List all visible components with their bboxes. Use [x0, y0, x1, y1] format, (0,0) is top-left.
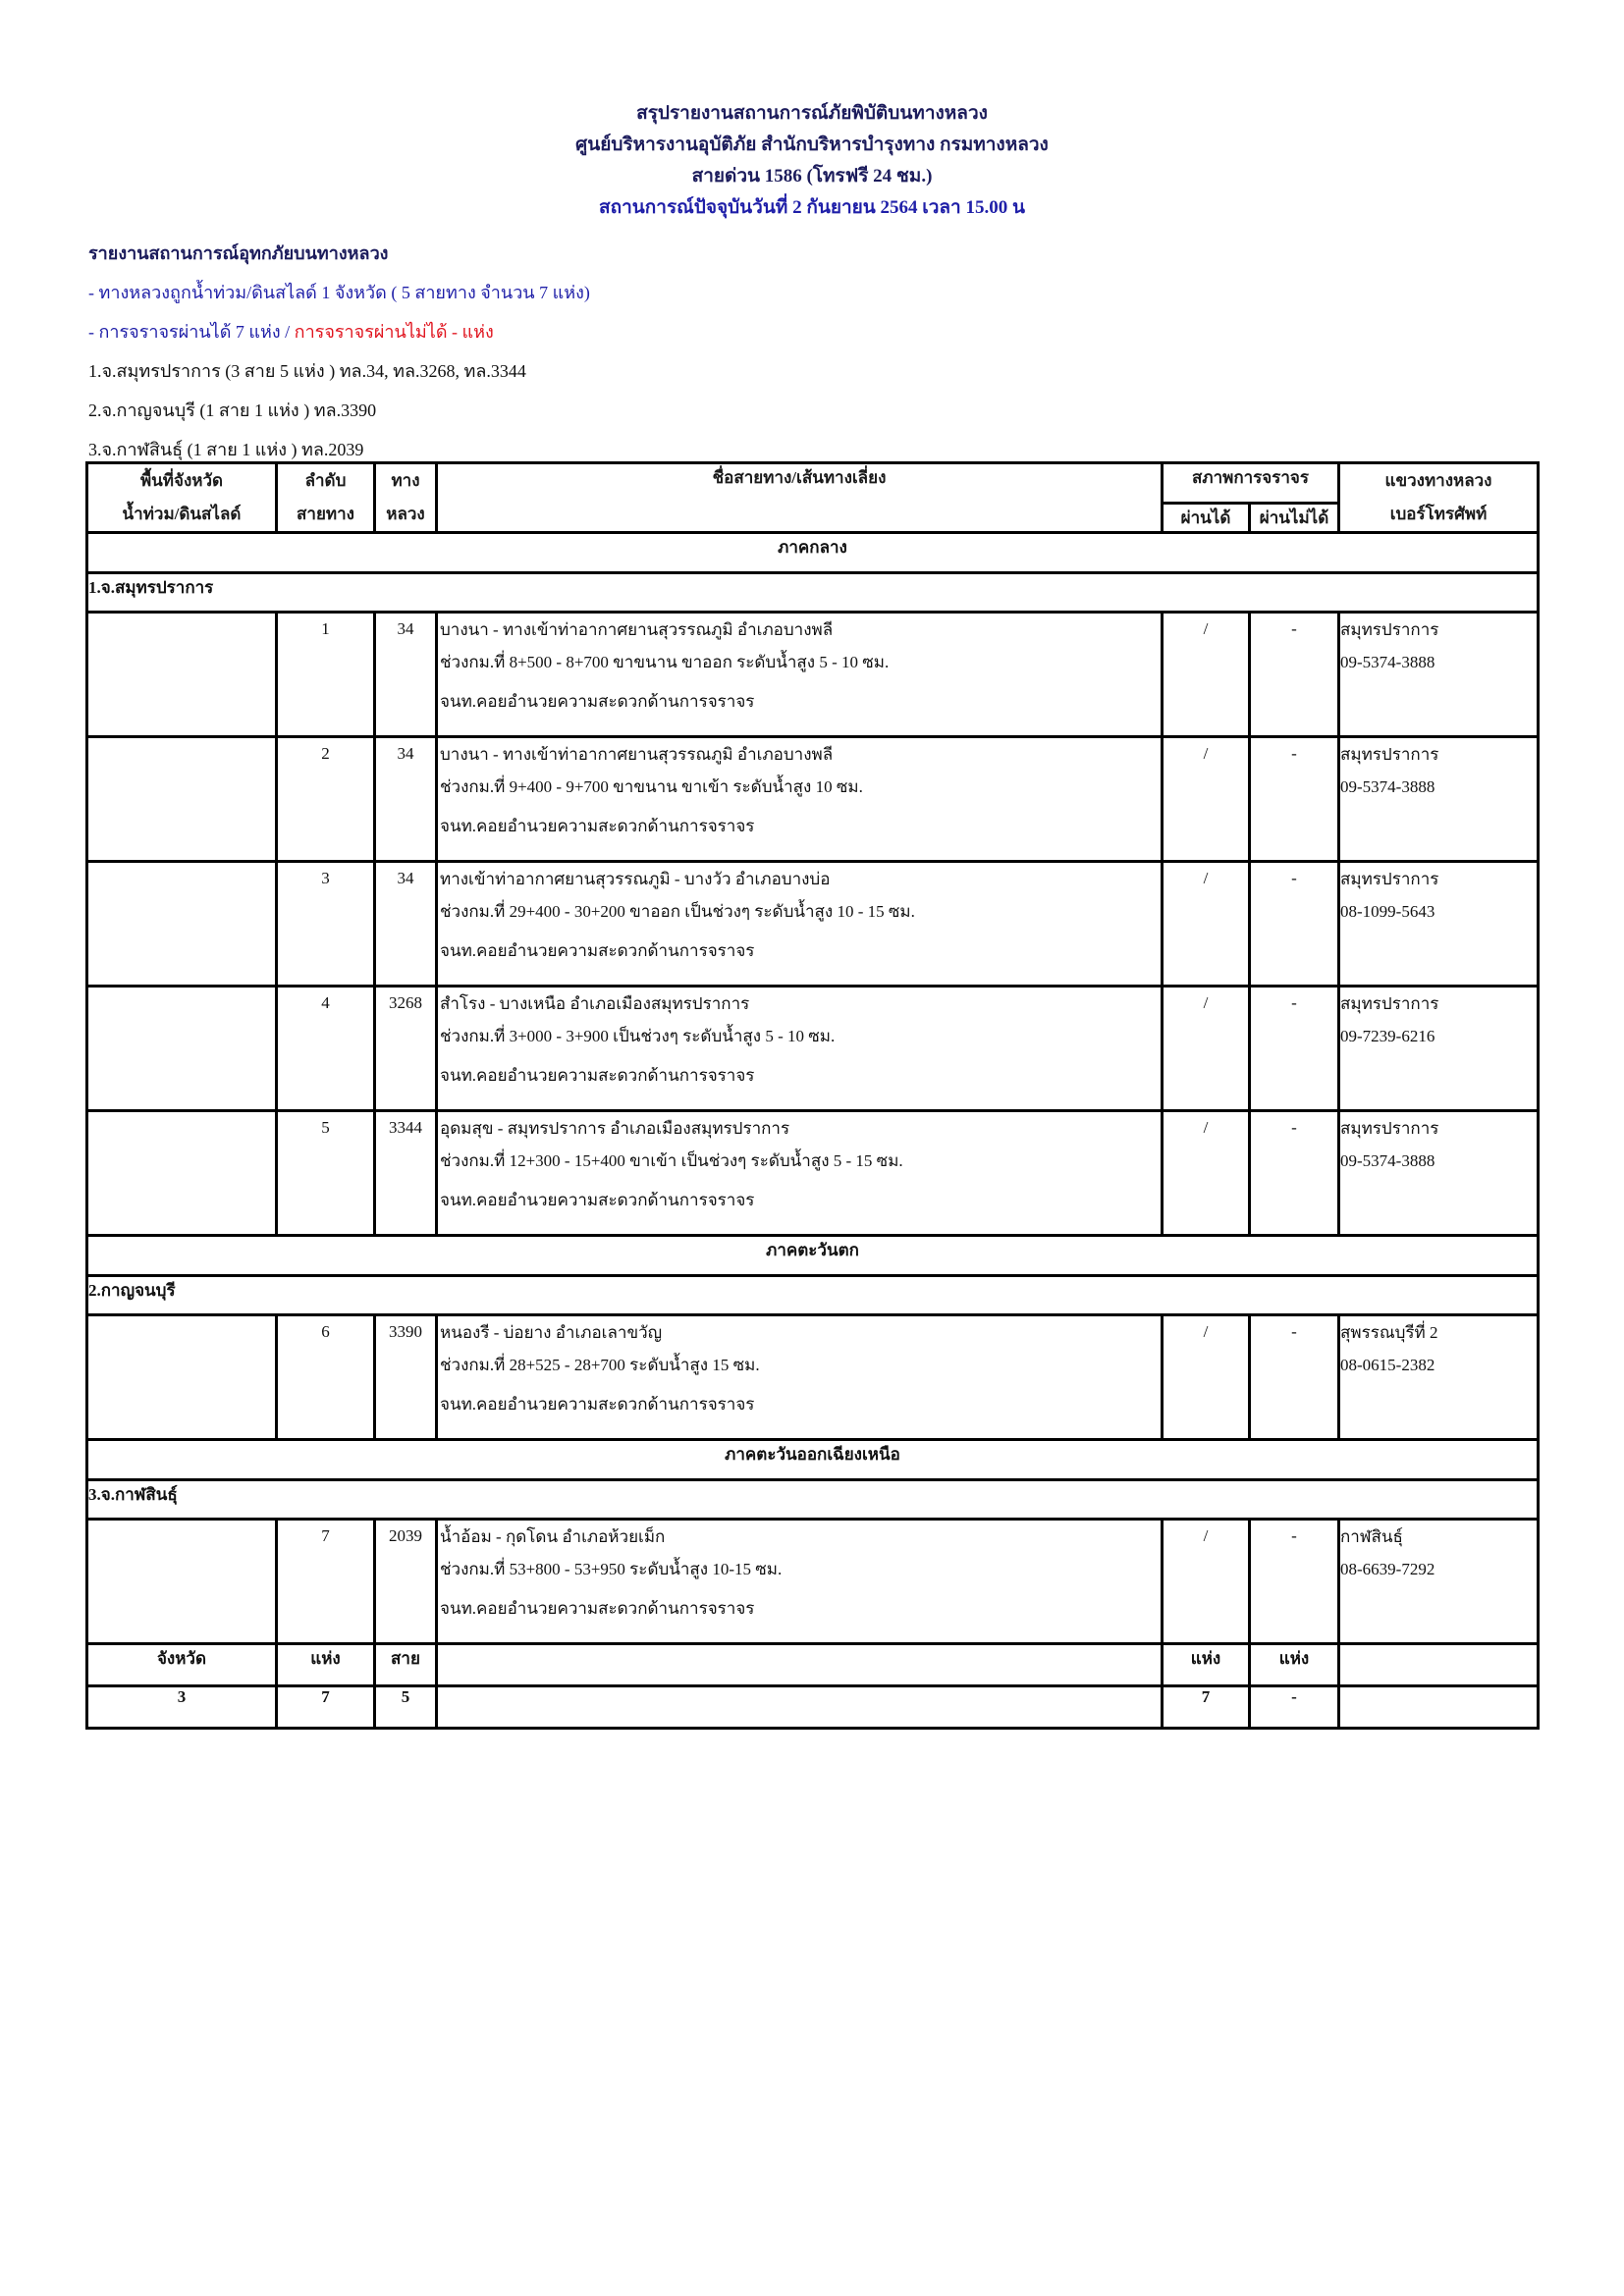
- summary-pass: แห่ง: [1163, 1644, 1250, 1686]
- area-cell: [87, 1315, 277, 1440]
- area-cell: [87, 613, 277, 737]
- district-cell: [1339, 987, 1539, 1111]
- header-route: ชื่อสายทาง/เส้นทางเลี่ยง: [437, 463, 1163, 533]
- province-row: [87, 1276, 1539, 1315]
- header-highway-line2: หลวง: [386, 505, 425, 523]
- highway-number: 34: [397, 869, 414, 887]
- intro-province-item: 3.จ.กาฬสินธุ์ (1 สาย 1 แห่ง ) ทล.2039: [88, 440, 364, 459]
- seq-cell: [277, 987, 375, 1111]
- nopass-cell: [1250, 1111, 1339, 1236]
- nopass-cell: [1250, 737, 1339, 862]
- route-cell: [437, 1315, 1163, 1440]
- intro-summary: [88, 234, 590, 469]
- intro-affected-count: - ทางหลวงถูกน้ำท่วม/ดินสไลด์ 1 จังหวัด ( 5 สายทาง จำนวน 7 แห่ง): [88, 283, 590, 302]
- route-name: สำโรง - บางเหนือ อำเภอเมืองสมุทรปราการ: [440, 994, 750, 1013]
- nopass-cell: [1250, 613, 1339, 737]
- table-row: [87, 1520, 1539, 1644]
- seq-value: 4: [321, 993, 330, 1012]
- district-phone: 09-5374-3888: [1340, 653, 1435, 671]
- table-row: [87, 613, 1539, 737]
- pass-mark: /: [1203, 1526, 1209, 1545]
- table-row: [87, 737, 1539, 862]
- route-km-detail: ช่วงกม.ที่ 9+400 - 9+700 ขาขนาน ขาเข้า ระดับน้ำสูง 10 ซม.: [440, 777, 863, 796]
- route-cell: [437, 862, 1163, 987]
- hotline: สายด่วน 1586 (โทรฟรี 24 ชม.): [691, 166, 933, 187]
- report-organization: ศูนย์บริหารงานอุบัติภัย สำนักบริหารบำรุงทาง กรมทางหลวง: [575, 134, 1049, 155]
- seq-value: 5: [321, 1118, 330, 1137]
- summary-empty: [437, 1686, 1163, 1729]
- intro-traffic-status: [88, 312, 590, 351]
- province-name: 3.จ.กาฬสินธุ์: [87, 1480, 1539, 1520]
- route-km-detail: ช่วงกม.ที่ 3+000 - 3+900 เป็นช่วงๆ ระดับน้ำสูง 5 - 10 ซม.: [440, 1027, 836, 1045]
- region-name: ภาคกลาง: [87, 533, 1539, 573]
- area-cell: [87, 1520, 277, 1644]
- district-phone: 09-7239-6216: [1340, 1027, 1435, 1045]
- nopass-cell: [1250, 1315, 1339, 1440]
- pass-cell: [1163, 1520, 1250, 1644]
- region-row: [87, 1440, 1539, 1480]
- route-cell: [437, 987, 1163, 1111]
- summary-empty: [437, 1644, 1163, 1686]
- district-name: สมุทรปราการ: [1340, 1119, 1439, 1138]
- nopass-cell: [1250, 862, 1339, 987]
- pass-mark: /: [1203, 869, 1209, 887]
- district-name: สมุทรปราการ: [1340, 745, 1439, 764]
- highway-cell: [375, 862, 437, 987]
- area-cell: [87, 1111, 277, 1236]
- route-note: จนท.คอยอำนวยความสะดวกด้านการจราจร: [440, 1599, 755, 1618]
- highway-cell: [375, 1520, 437, 1644]
- header-district: [1339, 463, 1539, 533]
- header-district-line2: เบอร์โทรศัพท์: [1389, 505, 1488, 523]
- pass-cell: [1163, 737, 1250, 862]
- seq-cell: [277, 1111, 375, 1236]
- seq-value: 6: [321, 1322, 330, 1341]
- highway-number: 3344: [389, 1118, 422, 1137]
- nopass-mark: -: [1291, 1526, 1297, 1545]
- report-title: สรุปรายงานสถานการณ์ภัยพิบัติบนทางหลวง: [636, 103, 988, 124]
- summary-value-row: [87, 1686, 1539, 1729]
- header-seq-line1: ลำดับ: [304, 471, 347, 490]
- route-name: ทางเข้าท่าอากาศยานสุวรรณภูมิ - บางวัว อำเภอบางบ่อ: [440, 870, 831, 888]
- nopass-mark: -: [1291, 1322, 1297, 1341]
- summary-nopass: -: [1250, 1686, 1339, 1729]
- district-phone: 08-0615-2382: [1340, 1356, 1435, 1374]
- summary-places: 7: [277, 1686, 375, 1729]
- route-name: บางนา - ทางเข้าท่าอากาศยานสุวรรณภูมิ อำเภอบางพลี: [440, 745, 834, 764]
- region-name: ภาคตะวันออกเฉียงเหนือ: [87, 1440, 1539, 1480]
- intro-nopass-count: การจราจรผ่านไม่ได้ - แห่ง: [294, 322, 494, 342]
- route-km-detail: ช่วงกม.ที่ 29+400 - 30+200 ขาออก เป็นช่วงๆ ระดับน้ำสูง 10 - 15 ซม.: [440, 902, 915, 921]
- region-row: [87, 1236, 1539, 1276]
- route-note: จนท.คอยอำนวยความสะดวกด้านการจราจร: [440, 1066, 755, 1085]
- district-cell: [1339, 862, 1539, 987]
- summary-places: แห่ง: [277, 1644, 375, 1686]
- report-datetime: สถานการณ์ปัจจุบันวันที่ 2 กันยายน 2564 เวลา 15.00 น: [599, 197, 1025, 218]
- seq-cell: [277, 1520, 375, 1644]
- district-cell: [1339, 1111, 1539, 1236]
- district-phone: 09-5374-3888: [1340, 777, 1435, 796]
- seq-cell: [277, 1315, 375, 1440]
- header-pass: ผ่านได้: [1163, 504, 1250, 533]
- header-nopass: ผ่านไม่ได้: [1250, 504, 1339, 533]
- region-name: ภาคตะวันตก: [87, 1236, 1539, 1276]
- seq-cell: [277, 737, 375, 862]
- highway-number: 2039: [389, 1526, 422, 1545]
- province-row: [87, 573, 1539, 613]
- district-name: กาฬสินธุ์: [1340, 1527, 1403, 1546]
- route-km-detail: ช่วงกม.ที่ 8+500 - 8+700 ขาขนาน ขาออก ระดับน้ำสูง 5 - 10 ซม.: [440, 653, 890, 671]
- header-district-line1: แขวงทางหลวง: [1384, 471, 1492, 490]
- route-cell: [437, 613, 1163, 737]
- province-name: 2.กาญจนบุรี: [87, 1276, 1539, 1315]
- district-phone: 08-1099-5643: [1340, 902, 1435, 921]
- pass-cell: [1163, 862, 1250, 987]
- intro-pass-count: - การจราจรผ่านได้ 7 แห่ง /: [88, 322, 295, 342]
- region-row: [87, 533, 1539, 573]
- district-cell: [1339, 737, 1539, 862]
- pass-cell: [1163, 613, 1250, 737]
- district-cell: [1339, 1315, 1539, 1440]
- highway-cell: [375, 1315, 437, 1440]
- route-cell: [437, 737, 1163, 862]
- highway-cell: [375, 737, 437, 862]
- table-row: [87, 1111, 1539, 1236]
- nopass-mark: -: [1291, 869, 1297, 887]
- highway-number: 34: [397, 744, 414, 763]
- pass-cell: [1163, 1111, 1250, 1236]
- summary-empty: [1339, 1686, 1539, 1729]
- district-name: สมุทรปราการ: [1340, 994, 1439, 1013]
- route-note: จนท.คอยอำนวยความสะดวกด้านการจราจร: [440, 817, 755, 835]
- highway-number: 34: [397, 619, 414, 638]
- highway-cell: [375, 1111, 437, 1236]
- nopass-mark: -: [1291, 744, 1297, 763]
- header-traffic: สภาพการจราจร: [1163, 463, 1339, 504]
- highway-cell: [375, 987, 437, 1111]
- route-note: จนท.คอยอำนวยความสะดวกด้านการจราจร: [440, 692, 755, 711]
- header-highway: [375, 463, 437, 533]
- nopass-mark: -: [1291, 1118, 1297, 1137]
- district-cell: [1339, 1520, 1539, 1644]
- seq-value: 7: [321, 1526, 330, 1545]
- area-cell: [87, 987, 277, 1111]
- district-name: สุพรรณบุรีที่ 2: [1340, 1323, 1438, 1342]
- summary-province: จังหวัด: [87, 1644, 277, 1686]
- province-name: 1.จ.สมุทรปราการ: [87, 573, 1539, 613]
- summary-routes: สาย: [375, 1644, 437, 1686]
- seq-value: 3: [321, 869, 330, 887]
- summary-nopass: แห่ง: [1250, 1644, 1339, 1686]
- district-cell: [1339, 613, 1539, 737]
- header-highway-line1: ทาง: [391, 471, 420, 490]
- pass-mark: /: [1203, 993, 1209, 1012]
- district-phone: 09-5374-3888: [1340, 1151, 1435, 1170]
- pass-mark: /: [1203, 1322, 1209, 1341]
- pass-mark: /: [1203, 744, 1209, 763]
- district-name: สมุทรปราการ: [1340, 870, 1439, 888]
- route-km-detail: ช่วงกม.ที่ 12+300 - 15+400 ขาเข้า เป็นช่วงๆ ระดับน้ำสูง 5 - 15 ซม.: [440, 1151, 903, 1170]
- route-km-detail: ช่วงกม.ที่ 53+800 - 53+950 ระดับน้ำสูง 10-15 ซม.: [440, 1560, 783, 1578]
- summary-label-row: [87, 1644, 1539, 1686]
- flood-report-table: [85, 461, 1540, 1730]
- report-title-block: [0, 98, 1624, 224]
- area-cell: [87, 862, 277, 987]
- route-name: บางนา - ทางเข้าท่าอากาศยานสุวรรณภูมิ อำเภอบางพลี: [440, 620, 834, 639]
- seq-cell: [277, 862, 375, 987]
- pass-cell: [1163, 987, 1250, 1111]
- province-row: [87, 1480, 1539, 1520]
- district-phone: 08-6639-7292: [1340, 1560, 1435, 1578]
- highway-number: 3390: [389, 1322, 422, 1341]
- header-area: [87, 463, 277, 533]
- highway-cell: [375, 613, 437, 737]
- route-note: จนท.คอยอำนวยความสะดวกด้านการจราจร: [440, 941, 755, 960]
- area-cell: [87, 737, 277, 862]
- pass-cell: [1163, 1315, 1250, 1440]
- intro-province-item: 1.จ.สมุทรปราการ (3 สาย 5 แห่ง ) ทล.34, ทล.3268, ทล.3344: [88, 361, 526, 381]
- district-name: สมุทรปราการ: [1340, 620, 1439, 639]
- nopass-mark: -: [1291, 619, 1297, 638]
- highway-number: 3268: [389, 993, 422, 1012]
- intro-province-item: 2.จ.กาญจนบุรี (1 สาย 1 แห่ง ) ทล.3390: [88, 400, 377, 420]
- nopass-cell: [1250, 1520, 1339, 1644]
- seq-value: 1: [321, 619, 330, 638]
- route-cell: [437, 1111, 1163, 1236]
- header-seq: [277, 463, 375, 533]
- table-row: [87, 1315, 1539, 1440]
- route-note: จนท.คอยอำนวยความสะดวกด้านการจราจร: [440, 1191, 755, 1209]
- route-name: อุดมสุข - สมุทรปราการ อำเภอเมืองสมุทรปราการ: [440, 1119, 790, 1138]
- nopass-cell: [1250, 987, 1339, 1111]
- route-note: จนท.คอยอำนวยความสะดวกด้านการจราจร: [440, 1395, 755, 1414]
- seq-cell: [277, 613, 375, 737]
- pass-mark: /: [1203, 619, 1209, 638]
- summary-province: 3: [87, 1686, 277, 1729]
- nopass-mark: -: [1291, 993, 1297, 1012]
- header-area-line2: น้ำท่วม/ดินสไลด์: [122, 505, 242, 523]
- table-header-row: [87, 463, 1539, 504]
- route-cell: [437, 1520, 1163, 1644]
- summary-empty: [1339, 1644, 1539, 1686]
- intro-heading: รายงานสถานการณ์อุทกภัยบนทางหลวง: [88, 243, 389, 263]
- table-row: [87, 987, 1539, 1111]
- route-name: น้ำอ้อม - กุดโดน อำเภอห้วยเม็ก: [440, 1527, 666, 1546]
- seq-value: 2: [321, 744, 330, 763]
- header-area-line1: พื้นที่จังหวัด: [139, 471, 224, 490]
- table-row: [87, 862, 1539, 987]
- summary-routes: 5: [375, 1686, 437, 1729]
- route-name: หนองรี - บ่อยาง อำเภอเลาขวัญ: [440, 1323, 663, 1342]
- route-km-detail: ช่วงกม.ที่ 28+525 - 28+700 ระดับน้ำสูง 15 ซม.: [440, 1356, 760, 1374]
- header-seq-line2: สายทาง: [297, 505, 354, 523]
- pass-mark: /: [1203, 1118, 1209, 1137]
- summary-pass: 7: [1163, 1686, 1250, 1729]
